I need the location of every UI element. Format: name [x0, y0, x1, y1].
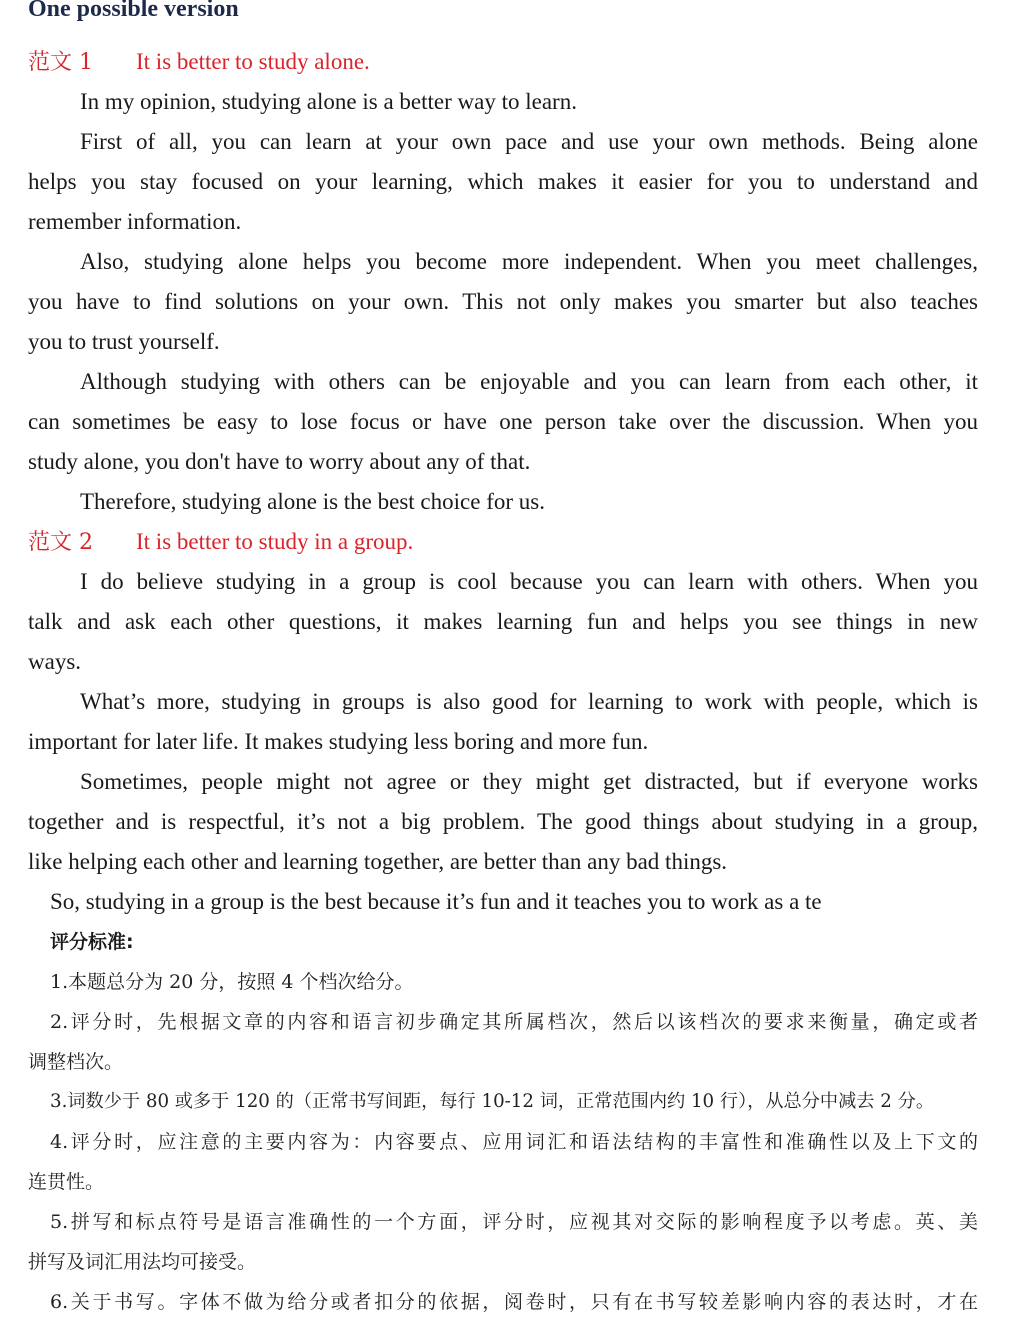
essay2-line: What’s more, studying in groups is also good for learning to work with people, which is	[80, 689, 978, 714]
essay1-line: remember information.	[28, 209, 242, 234]
essay2-title: It is better to study in a group.	[136, 529, 414, 554]
scoring-line: 调整档次。	[28, 1051, 124, 1073]
essay1-line: Also, studying alone helps you become more independent. When you meet challenges,	[80, 249, 978, 274]
scoring-line: 1.本题总分为 20 分，按照 4 个档次给分。	[50, 971, 414, 993]
essay1-line: helps you stay focused on your learning, which makes it easier for you to understand and	[28, 169, 978, 194]
essay2-line: talk and ask each other questions, it makes learning fun and helps you see things in new	[28, 609, 978, 634]
scoring-line: 4.评分时，应注意的主要内容为：内容要点、应用词汇和语法结构的丰富性和准确性以及上下文的	[50, 1131, 978, 1153]
essay2-heading	[28, 527, 978, 557]
scoring-line: 拼写及词汇用法均可接受。	[28, 1251, 257, 1273]
scoring-heading: 评分标准:	[50, 931, 134, 953]
scoring-line: 5.拼写和标点符号是语言准确性的一个方面，评分时，应视其对交际的影响程度予以考虑。英、美	[50, 1211, 978, 1233]
essay1-heading	[28, 47, 978, 77]
essay2-line: like helping each other and learning together, are better than any bad things.	[28, 849, 728, 874]
scoring-line: 3.词数少于 80 或多于 120 的（正常书写间距，每行 10-12 词，正常范围内约 10 行），从总分中减去 2 分。	[50, 1091, 935, 1112]
essay1-tag: 范文 1	[28, 50, 93, 75]
document-title: One possible version	[28, 0, 239, 22]
essay1-line: study alone, you don't have to worry about any of that.	[28, 449, 531, 474]
essay1-line: you to trust yourself.	[28, 329, 220, 354]
scoring-line: 连贯性。	[28, 1171, 105, 1193]
essay2-line: together and is respectful, it’s not a big problem. The good things about studying in a group,	[28, 809, 978, 834]
essay2-tag: 范文 2	[28, 530, 93, 555]
scoring-line: 6.关于书写。字体不做为给分或者扣分的依据，阅卷时，只有在书写较差影响内容的表达时，才在	[50, 1291, 978, 1313]
essay1-line: Therefore, studying alone is the best choice for us.	[80, 489, 545, 514]
essay1-title: It is better to study alone.	[136, 49, 370, 74]
essay1-line: Although studying with others can be enjoyable and you can learn from each other, it	[80, 369, 978, 394]
scoring-line: 2.评分时，先根据文章的内容和语言初步确定其所属档次，然后以该档次的要求来衡量，确定或者	[50, 1011, 978, 1033]
essay2-line: So, studying in a group is the best because it’s fun and it teaches you to work as a te	[50, 889, 822, 914]
essay2-line: Sometimes, people might not agree or they might get distracted, but if everyone works	[80, 769, 978, 794]
essay1-line: you have to find solutions on your own. This not only makes you smarter but also teaches	[28, 289, 978, 314]
essay2-line: important for later life. It makes studying less boring and more fun.	[28, 729, 649, 754]
essay2-line: I do believe studying in a group is cool because you can learn with others. When you	[80, 569, 978, 594]
essay1-line: In my opinion, studying alone is a better way to learn.	[80, 89, 577, 114]
essay1-line: First of all, you can learn at your own pace and use your own methods. Being alone	[80, 129, 978, 154]
essay1-line: can sometimes be easy to lose focus or have one person take over the discussion. When you	[28, 409, 978, 434]
essay2-line: ways.	[28, 649, 82, 674]
